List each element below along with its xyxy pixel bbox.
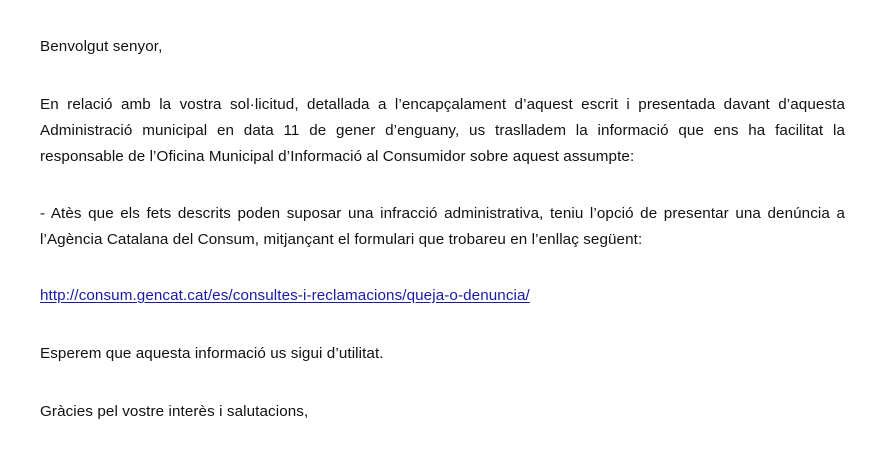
- greeting: Benvolgut senyor,: [40, 38, 163, 55]
- closing-thanks: Gràcies pel vostre interès i salutacions,: [40, 403, 309, 420]
- paragraph-request-info: En relació amb la vostra sol·licitud, detallada a l’encapçalament d’aquest escrit i presentada davant d’aquesta Administració municipal en data 11 de gener d’enguany, us traslladem la informació que ens ha facilitat la responsable de l’Oficina Municipal d’Informació al Consumidor sobre aquest assumpte:: [40, 96, 845, 165]
- complaint-form-link[interactable]: http://consum.gencat.cat/es/consultes-i-reclamacions/queja-o-denuncia/: [40, 287, 530, 304]
- closing-hope: Esperem que aquesta informació us sigui d’utilitat.: [40, 345, 384, 362]
- paragraph-complaint-option: - Atès que els fets descrits poden suposar una infracció administrativa, teniu l’opció de presentar una denúncia a l’Agència Catalana del Consum, mitjançant el formulari que trobareu en l’enllaç següent:: [40, 205, 845, 248]
- link-paragraph: [40, 283, 845, 309]
